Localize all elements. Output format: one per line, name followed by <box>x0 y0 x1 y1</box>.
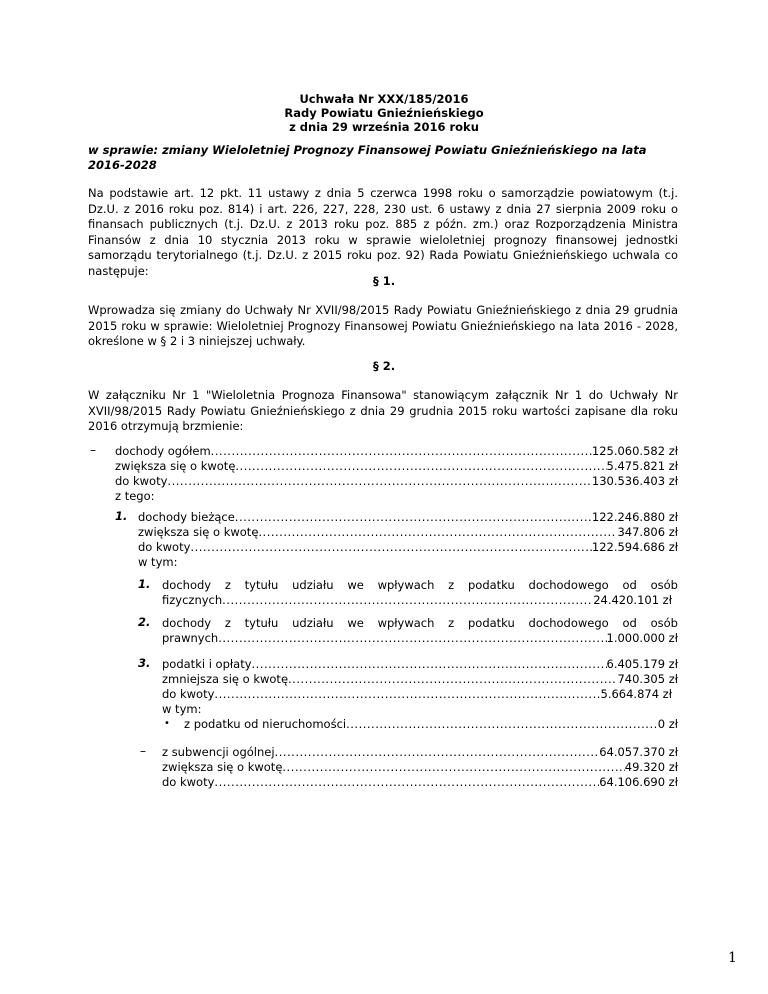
item-1-number: 1. <box>138 577 151 591</box>
item-1-label: fizycznych <box>162 593 223 607</box>
item-3-amount-value: 5.664.874 zł <box>600 687 672 701</box>
total-income-row <box>115 444 678 459</box>
word: wpływach <box>377 616 435 630</box>
item-3-decrease-value: 740.305 zł <box>617 672 678 686</box>
current-income-label: dochody bieżące <box>138 510 235 524</box>
leader-dots <box>252 657 607 672</box>
word: z <box>224 578 231 592</box>
item-3-number: 3. <box>138 656 151 670</box>
subsidy-increase-value: 49.320 zł <box>624 760 678 774</box>
total-increase-row <box>115 459 678 474</box>
current-sub-label: w tym: <box>138 555 178 569</box>
item-3-label: podatki i opłaty <box>162 657 252 671</box>
subsidy-increase-row <box>162 760 678 775</box>
current-amount-row <box>138 540 678 555</box>
leader-dots <box>235 459 606 474</box>
subsidy-amount-value: 64.106.690 zł <box>599 775 678 789</box>
total-income-value: 125.060.582 zł <box>591 444 678 458</box>
property-tax-label: z podatku od nieruchomości <box>184 717 347 731</box>
section-1-text: Wprowadza się zmiany do Uchwały Nr XVII/98/2015 Rady Powiatu Gnieźnieńskiego z dnia 29 grudnia 2015 roku w sprawie: Wieloletniej Prognozy Finansowej Powiatu Gnieźnieńskiego na lata 2016 - 2028, określone w § 2 i 3 niniejszej uchwały. <box>88 303 678 348</box>
subsidy-increase-label: zwiększa się o kwotę <box>162 760 283 774</box>
section-2-heading: § 2. <box>372 359 396 373</box>
leader-dots <box>258 525 617 540</box>
item-1-line <box>162 578 678 593</box>
resolution-date: z dnia 29 września 2016 roku <box>289 120 479 134</box>
word: podatku <box>467 578 515 592</box>
leader-dots <box>214 687 600 702</box>
preamble: Na podstawie art. 12 pkt. 11 ustawy z dnia 5 czerwca 1998 roku o samorządzie powiatowym (t.j. Dz.U. z 2016 roku poz. 814) i art. 226, 227, 228, 230 ust. 6 ustawy z dnia 27 sierpnia 2009 roku o finansach publicznych (t.j. Dz.U. z 2013 roku poz. 885 z późn. zm.) oraz Rozporządzenia Ministra Finansów z dnia 10 stycznia 2013 roku w sprawie wieloletniej prognozy finansowej jednostki samorządu terytorialnego (t.j. Dz.U. z 2015 roku poz. 92) Rada Powiatu Gnieźnieńskiego uchwala co następuje: <box>88 186 678 278</box>
total-amount-label: do kwoty <box>115 474 168 488</box>
subsidy-amount-row <box>162 775 678 790</box>
word: dochodowego <box>528 616 609 630</box>
word: tytułu <box>244 578 279 592</box>
word: wpływach <box>377 578 435 592</box>
word: dochody <box>162 578 212 592</box>
item-2-value-row <box>162 631 678 646</box>
leader-dots <box>288 672 617 687</box>
item-2-line <box>162 616 678 631</box>
leader-dots <box>282 760 624 775</box>
current-amount-value: 122.594.686 zł <box>591 540 678 554</box>
leader-dots <box>218 631 606 646</box>
section-2-text: W załączniku Nr 1 "Wieloletnia Prognoza Finansowa" stanowiącym załącznik Nr 1 do Uchwały Nr XVII/98/2015 Rady Powiatu Gnieźnieńskiego z dnia 29 grudnia 2015 roku wartości zapisane dla roku 2016 otrzymują brzmienie: <box>88 388 678 433</box>
current-income-number: 1. <box>115 509 128 523</box>
item-3-amount-row <box>162 687 672 702</box>
total-amount-value: 130.536.403 zł <box>591 474 678 488</box>
leader-dots <box>275 745 600 760</box>
leader-dots <box>222 593 593 608</box>
current-income-value: 122.246.880 zł <box>591 510 678 524</box>
council-name: Rady Powiatu Gnieźnieńskiego <box>284 106 484 120</box>
word: z <box>448 616 455 630</box>
bullet-icon: • <box>164 718 170 729</box>
page-number: 1 <box>728 950 737 966</box>
word: z <box>448 578 455 592</box>
property-tax-row <box>184 717 678 732</box>
word: we <box>347 578 364 592</box>
leader-dots <box>346 717 658 732</box>
leader-dots <box>167 474 591 489</box>
word: udziału <box>292 578 334 592</box>
list-dash: – <box>140 744 146 758</box>
item-3-value: 6.405.179 zł <box>606 657 678 671</box>
total-increase-label: zwiększa się o kwotę <box>115 459 236 473</box>
item-1-value: 24.420.101 zł <box>593 593 672 607</box>
list-dash: – <box>90 443 96 457</box>
word: udziału <box>292 616 334 630</box>
current-amount-label: do kwoty <box>138 540 191 554</box>
property-tax-value: 0 zł <box>657 717 678 731</box>
item-3-row <box>162 657 678 672</box>
current-increase-value: 347.806 zł <box>617 525 678 539</box>
word: dochodowego <box>528 578 609 592</box>
subsidy-label: z subwencji ogólnej <box>162 745 275 759</box>
word: dochody <box>162 616 212 630</box>
leader-dots <box>214 775 599 790</box>
word: we <box>347 616 364 630</box>
current-increase-row <box>138 525 678 540</box>
subsidy-value: 64.057.370 zł <box>599 745 678 759</box>
word: podatku <box>467 616 515 630</box>
resolution-subject: w sprawie: zmiany Wieloletniej Prognozy Finansowej Powiatu Gnieźnieńskiego na lata 2016-2028 <box>88 143 647 172</box>
item-2-value: 1.000.000 zł <box>606 631 678 645</box>
total-sub-label: z tego: <box>115 489 155 503</box>
resolution-number: Uchwała Nr XXX/185/2016 <box>299 92 469 106</box>
total-amount-row <box>115 474 678 489</box>
leader-dots <box>211 444 592 459</box>
item-1-value-row <box>162 593 672 608</box>
item-3-decrease-row <box>162 672 678 687</box>
item-2-label: prawnych <box>162 631 219 645</box>
leader-dots <box>190 540 591 555</box>
word: tytułu <box>244 616 279 630</box>
word: z <box>224 616 231 630</box>
total-income-label: dochody ogółem <box>115 444 211 458</box>
current-increase-label: zwiększa się o kwotę <box>138 525 259 539</box>
word: od <box>622 578 637 592</box>
word: osób <box>650 578 678 592</box>
leader-dots <box>235 510 592 525</box>
item-3-decrease-label: zmniejsza się o kwotę <box>162 672 289 686</box>
item-3-sub-label: w tym: <box>162 702 202 716</box>
subsidy-amount-label: do kwoty <box>162 775 215 789</box>
word: osób <box>650 616 678 630</box>
word: od <box>622 616 637 630</box>
subsidy-row <box>162 745 678 760</box>
item-2-number: 2. <box>138 615 151 629</box>
item-3-amount-label: do kwoty <box>162 687 215 701</box>
current-income-row <box>138 510 678 525</box>
total-increase-value: 5.475.821 zł <box>606 459 678 473</box>
section-1-heading: § 1. <box>372 274 396 288</box>
